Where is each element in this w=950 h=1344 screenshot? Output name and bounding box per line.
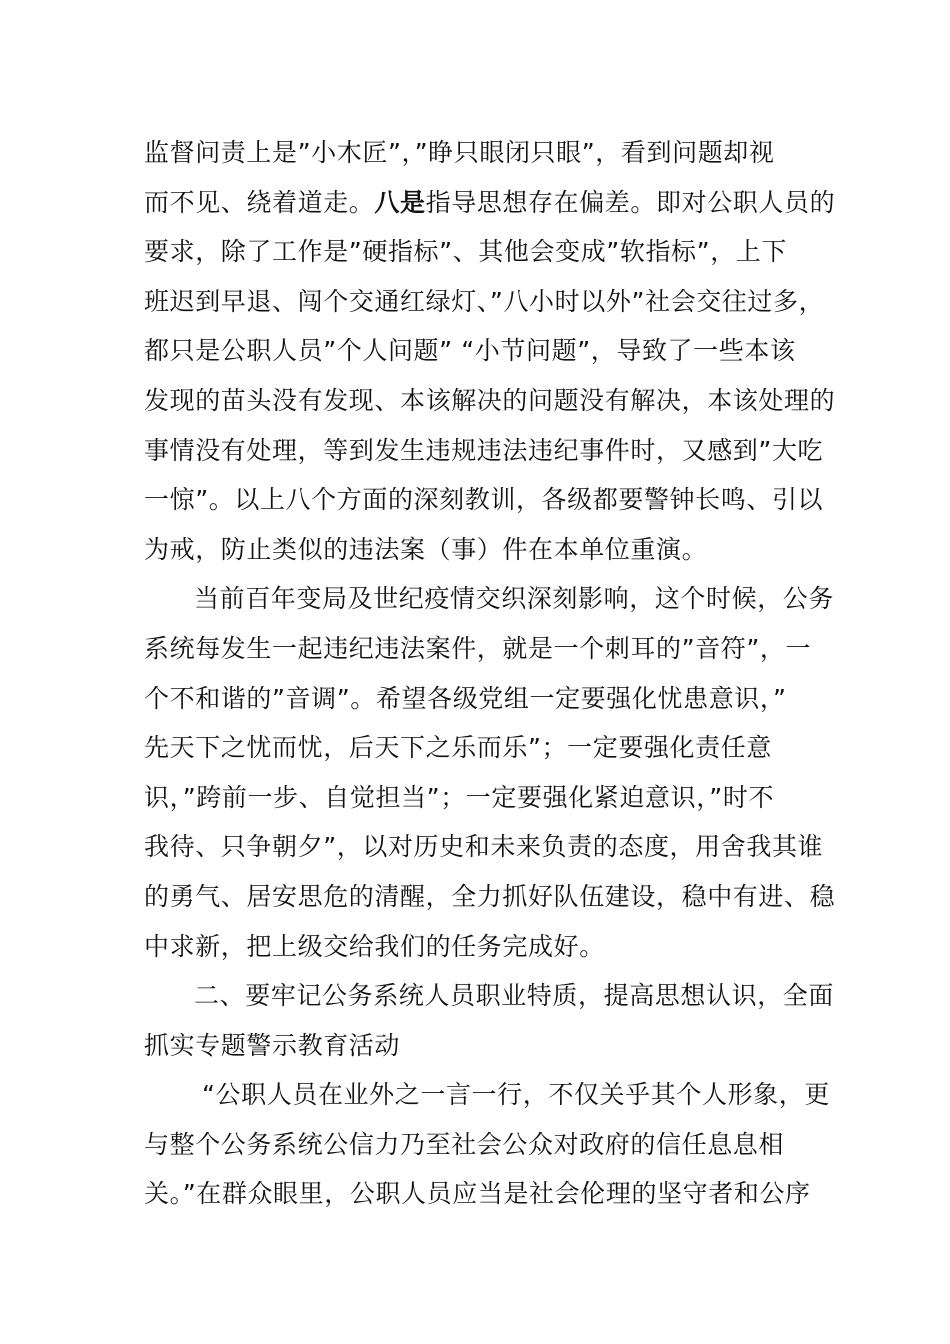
text-line: 一惊”。以上八个方面的深刻教训，各级都要警钟长鸣、引以 — [144, 485, 824, 515]
text-line: 系统每发生一起违纪违法案件，就是一个刺耳的”音符”，一 — [144, 633, 812, 663]
section-heading-line: 抓实专题警示教育活动 — [144, 1030, 401, 1060]
text-line: 事情没有处理，等到发生违规违法违纪事件时，又感到”大吃 — [144, 435, 824, 465]
text-line: 的勇气、居安思危的清醒，全力抓好队伍建设，稳中有进、稳 — [144, 881, 836, 911]
text-line: 要求，除了工作是”硬指标”、其他会变成”软指标”，上下 — [144, 237, 788, 267]
text-line: 为戒，防止类似的违法案（事）件在本单位重演。 — [144, 534, 708, 564]
text-line: 发现的苗头没有发现、本该解决的问题没有解决，本该处理的 — [144, 385, 836, 415]
text-line: 识，”跨前一步、自觉担当”；一定要强化紧迫意识，”时不 — [144, 782, 775, 812]
text-run: 指导思想存在偏差。即对公职人员的 — [425, 187, 836, 217]
text-line: 都只是公职人员”个人问题” “小节问题”，导致了一些本该 — [144, 336, 796, 366]
section-heading-line: 二、要牢记公务系统人员职业特质，提高思想认识，全面 — [194, 981, 835, 1011]
text-line: 监督问责上是”小木匠”，”睁只眼闭只眼”，看到问题却视 — [144, 138, 775, 167]
text-line: 先天下之忧而忧，后天下之乐而乐”；一定要强化责任意 — [144, 733, 772, 763]
text-line: 班迟到早退、闯个交通红绿灯、”八小时以外”社会交往过多， — [144, 286, 825, 316]
paragraph-start-line: 当前百年变局及世纪疫情交织深刻影响，这个时候，公务 — [194, 584, 835, 614]
text-line: 与整个公务系统公信力乃至社会公众对政府的信任息息相 — [144, 1129, 785, 1159]
text-line: 我待、只争朝夕”，以对历史和未来负责的态度，用舍我其谁 — [144, 832, 824, 862]
text-line: 中求新，把上级交给我们的任务完成好。 — [144, 931, 605, 961]
text-run: 而不见、绕着道走。 — [144, 187, 375, 217]
paragraph-start-line: “公职人员在业外之一言一行，不仅关乎其个人形象，更 — [202, 1080, 830, 1110]
body-text — [144, 128, 836, 1219]
text-line: 个不和谐的”音调”。希望各级党组一定要强化忧患意识，” — [144, 683, 787, 713]
text-line — [144, 178, 836, 228]
bold-marker-eight: 八是 — [374, 187, 426, 217]
text-line: 关。”在群众眼里，公职人员应当是社会伦理的坚守者和公序 — [144, 1179, 811, 1209]
